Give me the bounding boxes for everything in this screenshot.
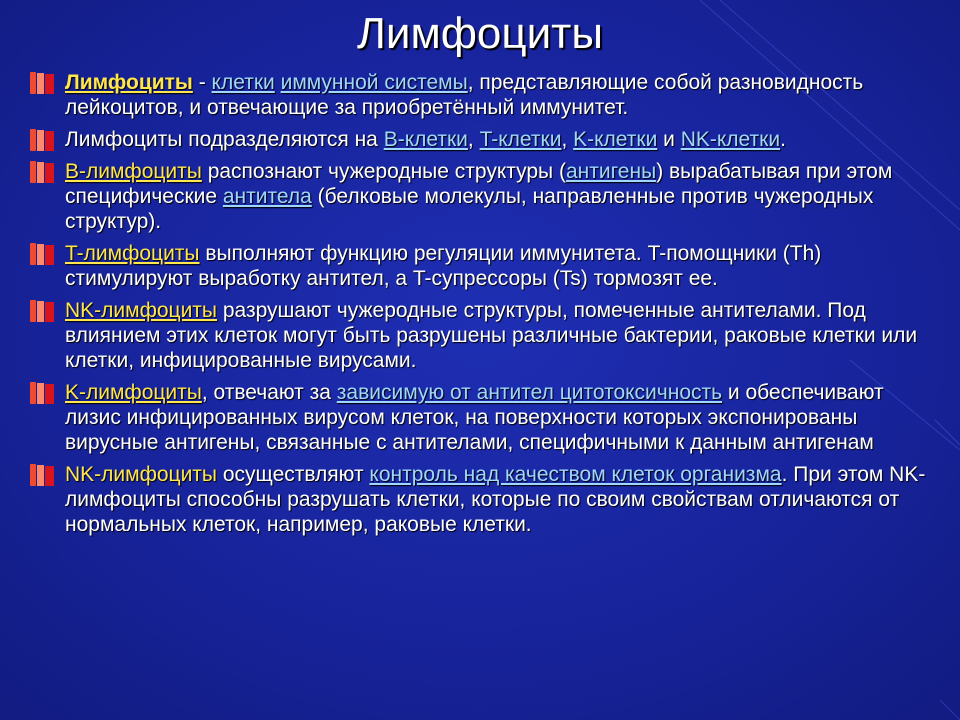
bullet-item-nk-lymphocytes — [30, 298, 930, 373]
text-segment: выполняют функцию регуляции иммунитета. T-помощники (Th) стимулируют выработку антител, а T-супрессоры (Ts) тормозят ее. — [65, 242, 822, 290]
bullet-item-b-lymphocytes — [30, 159, 930, 234]
red-square-bullet-icon — [30, 382, 54, 404]
text-segment: осуществляют — [217, 463, 370, 486]
text-segment: и — [657, 128, 681, 151]
text-segment: ) вырабатывая при этом специфические — [65, 160, 893, 208]
text-segment: распознают чужеродные структуры ( — [201, 160, 566, 183]
text-segment: - — [192, 71, 212, 94]
red-square-bullet-icon — [30, 161, 54, 183]
term-lymphocytes-link[interactable]: Лимфоциты — [65, 71, 193, 94]
link-immune-system[interactable]: иммунной системы — [280, 71, 468, 94]
text-segment: , — [561, 128, 574, 151]
link-antibody-dependent-cytotoxicity[interactable]: зависимую от антител цитотоксичность — [336, 381, 723, 404]
text-segment: , — [467, 128, 480, 151]
link-b-cells[interactable]: B-клетки — [383, 128, 468, 151]
text-segment: , отвечают за — [201, 381, 337, 404]
text-segment: разрушают чужеродные структуры, помеченные антителами. Под влиянием этих клеток могут быть разрушены различные бактерии, раковые клетки или клетки, инфицированные вирусами. — [65, 299, 918, 372]
text-segment: . — [780, 128, 786, 151]
red-square-bullet-icon — [30, 464, 54, 486]
text-segment: Лимфоциты подразделяются на — [65, 128, 384, 151]
link-t-cells[interactable]: T-клетки — [479, 128, 562, 151]
term-nk-lymphocytes-link[interactable]: NK-лимфоциты — [65, 299, 218, 322]
link-antibodies[interactable]: антитела — [222, 185, 312, 208]
red-square-bullet-icon — [30, 243, 54, 265]
bullet-item-subtypes — [30, 127, 930, 152]
text-segment: (белковые молекулы, направленные против чужеродных структур). — [65, 185, 874, 233]
slide-title: Лимфоциты — [357, 9, 603, 58]
term-k-lymphocytes-link[interactable]: K-лимфоциты — [65, 381, 202, 404]
bullet-list — [30, 70, 930, 544]
red-square-bullet-icon — [30, 300, 54, 322]
text-segment: , представляющие собой разновидность лейкоцитов, и отвечающие за приобретённый иммунитет. — [65, 71, 864, 119]
text-segment: и обеспечивают лизис инфицированных вирусом клеток, на поверхности которых экспонированы вирусные антигены, связанные с антителами, специфичными к данным антигенам — [65, 381, 884, 454]
term-b-lymphocytes-link[interactable]: B-лимфоциты — [65, 160, 202, 183]
term-t-lymphocytes-link[interactable]: T-лимфоциты — [65, 242, 200, 265]
link-k-cells[interactable]: K-клетки — [573, 128, 658, 151]
link-antigens[interactable]: антигены — [565, 160, 657, 183]
text-segment: . При этом NK-лимфоциты способны разрушать клетки, которые по своим свойствам отличаются от нормальных клеток, например, раковые клетки. — [65, 463, 926, 536]
bullet-item-t-lymphocytes — [30, 241, 930, 291]
bullet-item-nk-control — [30, 462, 930, 537]
link-cells[interactable]: клетки — [211, 71, 275, 94]
red-square-bullet-icon — [30, 72, 54, 94]
link-cell-quality-control[interactable]: контроль над качеством клеток организма — [369, 463, 782, 486]
red-square-bullet-icon — [30, 129, 54, 151]
term-nk-lymphocytes: NK-лимфоциты — [65, 463, 218, 486]
bullet-item-k-lymphocytes — [30, 380, 930, 455]
bullet-item-lymphocytes — [30, 70, 930, 120]
link-nk-cells[interactable]: NK-клетки — [680, 128, 781, 151]
